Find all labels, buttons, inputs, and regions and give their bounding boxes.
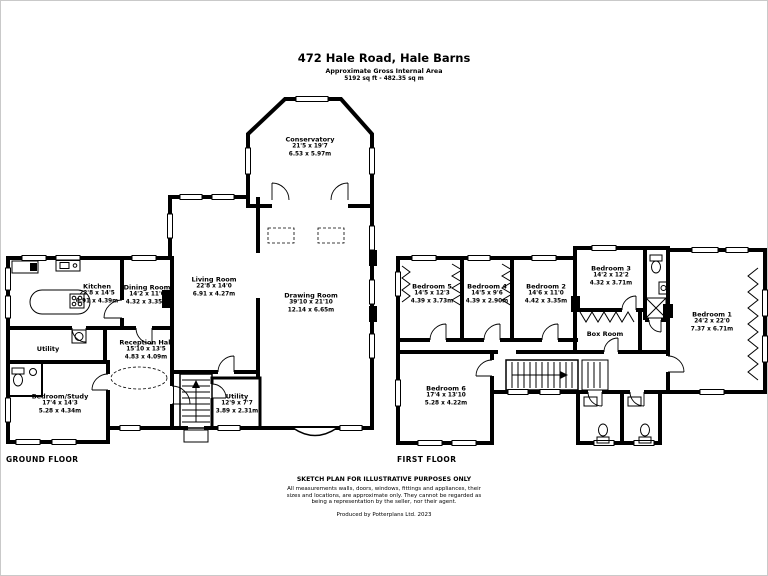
- room-label-box-room: Box Room: [586, 329, 624, 338]
- bay-window-arc: [293, 428, 337, 436]
- wing-outline: [170, 197, 372, 428]
- room-label-bedroom-2: Bedroom 2 14'6 x 11'0 4.42 x 3.35m: [524, 282, 568, 305]
- room-label-bedroom-4: Bedroom 4 14'5 x 9'6 4.39 x 2.90m: [465, 282, 509, 305]
- room-label-drawing-room: Drawing Room 39'10 x 21'10 12.14 x 6.65m: [284, 291, 338, 314]
- footer-disclaimer-line: sizes and locations, are approximate only. They cannot be regarded as: [286, 492, 482, 499]
- footer-block: [0, 476, 768, 518]
- footer-disclaimer-line: All measurements walls, doors, windows, fittings and appliances, their: [287, 486, 481, 492]
- room-label-utility-small: Utility: [36, 344, 60, 353]
- room-label-bedroom-6: Bedroom 6 17'4 x 13'10 5.28 x 4.22m: [424, 384, 468, 407]
- footer-disclaimer-line: being a representation by the seller, nor their agent.: [311, 499, 457, 506]
- page-subtitle: Approximate Gross Internal Area: [325, 67, 443, 75]
- room-label-kitchen: Kitchen 22'8 x 14'5 6.91 x 4.39m: [75, 282, 119, 305]
- ground-floor-label: GROUND FLOOR: [6, 455, 79, 464]
- page-title: 472 Hale Road, Hale Barns: [297, 51, 471, 65]
- room-label-bedroom-study: Bedroom/Study 17'4 x 14'3 5.28 x 4.34m: [31, 392, 89, 415]
- porch: [184, 430, 208, 442]
- room-label-utility: Utility 12'9 x 7'7 3.89 x 2.31m: [215, 392, 259, 415]
- wall-pier: [369, 306, 377, 322]
- footer-produced-by: Produced by Potterplans Ltd. 2023: [336, 512, 432, 519]
- footer-heading: SKETCH PLAN FOR ILLUSTRATIVE PURPOSES ONLY: [296, 476, 472, 483]
- first-floor-label: FIRST FLOOR: [397, 455, 457, 464]
- room-label-bedroom-5: Bedroom 5 14'5 x 12'3 4.39 x 3.73m: [410, 282, 454, 305]
- room-label-bedroom-1: Bedroom 1 24'2 x 22'0 7.37 x 6.71m: [690, 310, 734, 333]
- room-label-reception-hall: Reception Hall 15'10 x 13'5 4.83 x 4.09m: [119, 338, 173, 361]
- room-label-conservatory: Conservatory 21'5 x 19'7 6.53 x 5.97m: [285, 135, 335, 158]
- room-label-living-room: Living Room 22'8 x 14'0 6.91 x 4.27m: [191, 275, 237, 298]
- room-label-bedroom-3: Bedroom 3 14'2 x 12'2 4.32 x 3.71m: [589, 264, 633, 287]
- wall-pier: [369, 250, 377, 266]
- gross-area: 5192 sq ft - 482.35 sq m: [344, 75, 424, 82]
- room-label-dining-room: Dining Room 14'2 x 11'0 4.32 x 3.35m: [123, 283, 171, 306]
- first-floor-plan: [396, 246, 768, 446]
- title-block: [0, 52, 768, 82]
- wall-pier: [571, 296, 580, 312]
